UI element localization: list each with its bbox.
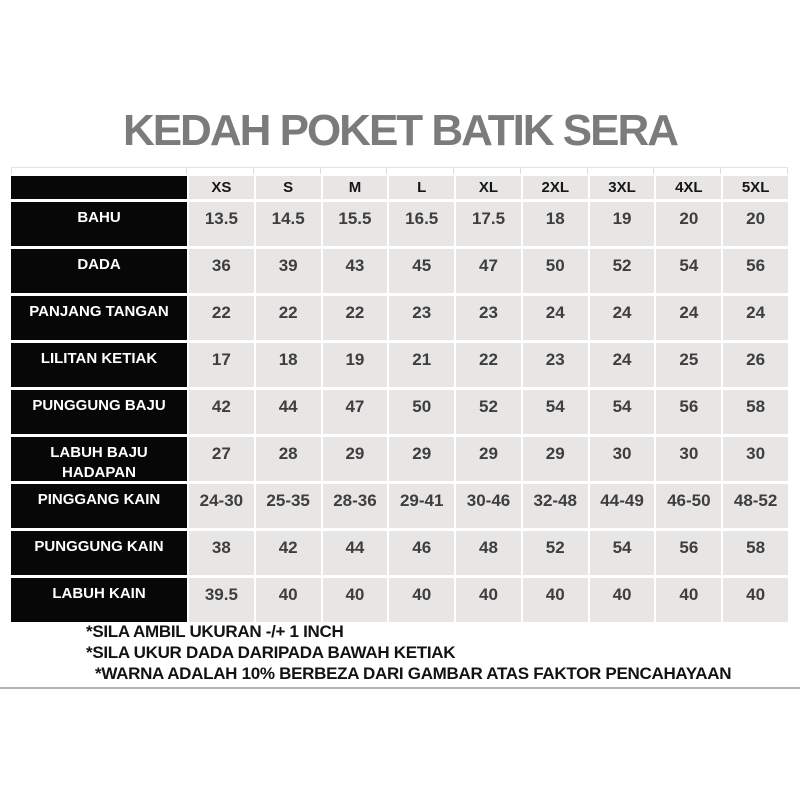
- value-cell: 28-36: [323, 484, 388, 528]
- value-cell: 28: [256, 437, 321, 481]
- bottom-divider-line: [0, 687, 800, 689]
- value-cell: 56: [656, 390, 721, 434]
- note-color-difference: *WARNA ADALAH 10% BERBEZA DARI GAMBAR ATAS FAKTOR PENCAHAYAAN: [95, 664, 732, 683]
- value-cell: 18: [523, 202, 588, 246]
- value-cell: 19: [590, 202, 655, 246]
- column-header-2xl: 2XL: [523, 176, 588, 199]
- value-cell: 38: [189, 531, 254, 575]
- table-grid: [11, 176, 788, 622]
- value-cell: 54: [523, 390, 588, 434]
- value-cell: 58: [723, 531, 788, 575]
- value-cell: 13.5: [189, 202, 254, 246]
- column-header-xl: XL: [456, 176, 521, 199]
- value-cell: 24: [590, 296, 655, 340]
- row-label-punggung-kain: PUNGGUNG KAIN: [11, 531, 187, 575]
- page-title: KEDAH POKET BATIK SERA: [122, 106, 678, 155]
- value-cell: 29: [523, 437, 588, 481]
- value-cell: 46-50: [656, 484, 721, 528]
- value-cell: 36: [189, 249, 254, 293]
- value-cell: 40: [590, 578, 655, 622]
- row-label-bahu: BAHU: [11, 202, 187, 246]
- value-cell: 15.5: [323, 202, 388, 246]
- note-size-tolerance: *SILA AMBIL UKURAN -/+ 1 INCH: [86, 622, 344, 641]
- value-cell: 43: [323, 249, 388, 293]
- value-cell: 24: [723, 296, 788, 340]
- grid-sliver-cell: [523, 168, 588, 174]
- column-header-5xl: 5XL: [723, 176, 788, 199]
- value-cell: 19: [323, 343, 388, 387]
- value-cell: 44: [323, 531, 388, 575]
- grid-sliver-cell: [389, 168, 454, 174]
- column-header-s: S: [256, 176, 321, 199]
- row-label-dada: DADA: [11, 249, 187, 293]
- value-cell: 40: [323, 578, 388, 622]
- value-cell: 40: [456, 578, 521, 622]
- value-cell: 30: [723, 437, 788, 481]
- table-top-sliver: [11, 167, 788, 174]
- value-cell: 30: [656, 437, 721, 481]
- value-cell: 25-35: [256, 484, 321, 528]
- value-cell: 23: [523, 343, 588, 387]
- footnotes: [86, 621, 731, 684]
- value-cell: 23: [389, 296, 454, 340]
- value-cell: 56: [723, 249, 788, 293]
- value-cell: 46: [389, 531, 454, 575]
- value-cell: 29-41: [389, 484, 454, 528]
- value-cell: 29: [323, 437, 388, 481]
- value-cell: 52: [590, 249, 655, 293]
- value-cell: 40: [256, 578, 321, 622]
- value-cell: 20: [723, 202, 788, 246]
- value-cell: 21: [389, 343, 454, 387]
- value-cell: 22: [256, 296, 321, 340]
- value-cell: 47: [456, 249, 521, 293]
- grid-sliver-cell: [256, 168, 321, 174]
- value-cell: 22: [189, 296, 254, 340]
- value-cell: 16.5: [389, 202, 454, 246]
- value-cell: 24-30: [189, 484, 254, 528]
- value-cell: 54: [590, 531, 655, 575]
- value-cell: 18: [256, 343, 321, 387]
- value-cell: 32-48: [523, 484, 588, 528]
- value-cell: 39.5: [189, 578, 254, 622]
- grid-sliver-cell: [323, 168, 388, 174]
- column-header-l: L: [389, 176, 454, 199]
- value-cell: 56: [656, 531, 721, 575]
- value-cell: 40: [723, 578, 788, 622]
- column-header-xs: XS: [189, 176, 254, 199]
- grid-sliver-cell: [189, 168, 254, 174]
- column-header-4xl: 4XL: [656, 176, 721, 199]
- value-cell: 54: [656, 249, 721, 293]
- value-cell: 27: [189, 437, 254, 481]
- row-label-lilitan-ketiak: LILITAN KETIAK: [11, 343, 187, 387]
- value-cell: 24: [656, 296, 721, 340]
- value-cell: 29: [389, 437, 454, 481]
- value-cell: 40: [656, 578, 721, 622]
- value-cell: 24: [523, 296, 588, 340]
- grid-sliver-cell: [11, 168, 187, 174]
- value-cell: 52: [456, 390, 521, 434]
- value-cell: 25: [656, 343, 721, 387]
- value-cell: 39: [256, 249, 321, 293]
- value-cell: 17: [189, 343, 254, 387]
- value-cell: 20: [656, 202, 721, 246]
- value-cell: 44: [256, 390, 321, 434]
- value-cell: 45: [389, 249, 454, 293]
- row-label-labuh-baju-hadapan: LABUH BAJU HADAPAN: [11, 437, 187, 481]
- value-cell: 42: [189, 390, 254, 434]
- value-cell: 52: [523, 531, 588, 575]
- value-cell: 22: [456, 343, 521, 387]
- note-measure-chest: *SILA UKUR DADA DARIPADA BAWAH KETIAK: [86, 643, 456, 662]
- value-cell: 14.5: [256, 202, 321, 246]
- column-header-3xl: 3XL: [590, 176, 655, 199]
- value-cell: 54: [590, 390, 655, 434]
- value-cell: 17.5: [456, 202, 521, 246]
- grid-sliver-cell: [590, 168, 655, 174]
- value-cell: 23: [456, 296, 521, 340]
- column-header-m: M: [323, 176, 388, 199]
- value-cell: 58: [723, 390, 788, 434]
- value-cell: 44-49: [590, 484, 655, 528]
- value-cell: 24: [590, 343, 655, 387]
- row-label-labuh-kain: LABUH KAIN: [11, 578, 187, 622]
- row-label-punggung-baju: PUNGGUNG BAJU: [11, 390, 187, 434]
- grid-sliver-cell: [723, 168, 788, 174]
- value-cell: 29: [456, 437, 521, 481]
- row-label-panjang-tangan: PANJANG TANGAN: [11, 296, 187, 340]
- row-label-pinggang-kain: PINGGANG KAIN: [11, 484, 187, 528]
- value-cell: 40: [523, 578, 588, 622]
- value-cell: 40: [389, 578, 454, 622]
- grid-sliver-cell: [456, 168, 521, 174]
- value-cell: 47: [323, 390, 388, 434]
- value-cell: 50: [523, 249, 588, 293]
- value-cell: 30: [590, 437, 655, 481]
- value-cell: 48: [456, 531, 521, 575]
- size-chart-table: [11, 167, 788, 622]
- value-cell: 22: [323, 296, 388, 340]
- table-corner-cell: [11, 176, 187, 199]
- value-cell: 30-46: [456, 484, 521, 528]
- value-cell: 42: [256, 531, 321, 575]
- value-cell: 48-52: [723, 484, 788, 528]
- value-cell: 26: [723, 343, 788, 387]
- value-cell: 50: [389, 390, 454, 434]
- grid-sliver-cell: [656, 168, 721, 174]
